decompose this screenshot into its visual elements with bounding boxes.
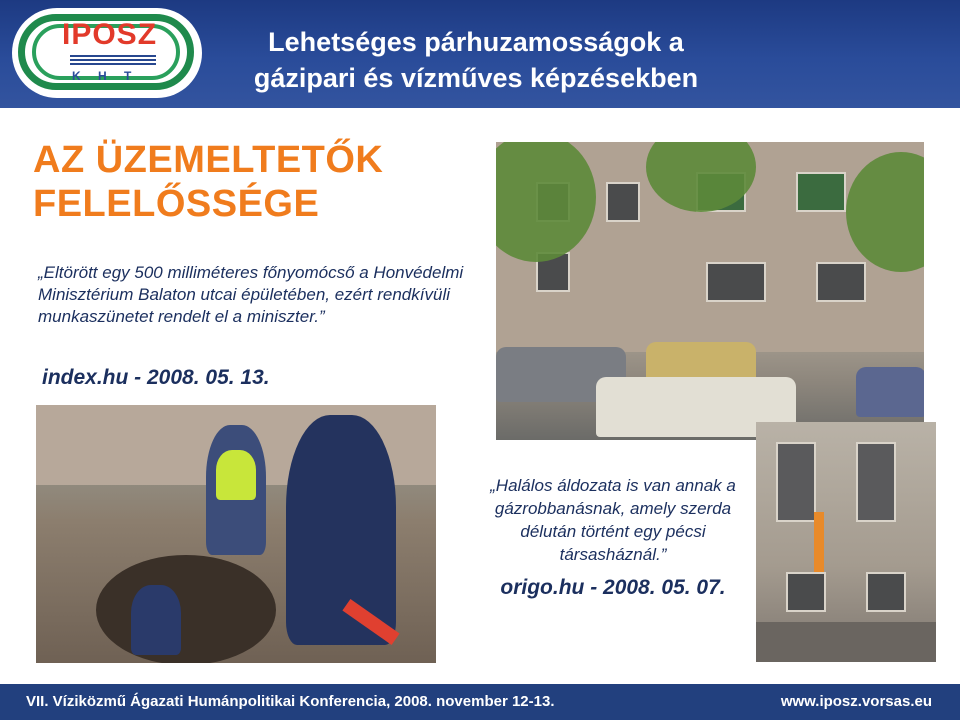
footer-conference: VII. Víziközmű Ágazati Humánpolitikai Konferencia, 2008. november 12-13. [26, 693, 555, 710]
title-line-2: gázipari és vízműves képzésekben [253, 63, 699, 93]
photo-rubble [756, 622, 936, 662]
photo-pipe-repair-workers [36, 405, 436, 663]
photo-curtain [814, 512, 824, 572]
heading-line-1: AZ ÜZEMELTETŐK [33, 139, 384, 181]
title-line-1: Lehetséges párhuzamosságok a [268, 27, 684, 57]
logo-subtitle-lines [70, 55, 156, 67]
news-quote-2: „Halálos áldozata is van annak a gázrobbanásnak, amely szerda délután történt egy pécsi társasháznál.” [490, 476, 736, 564]
news-source-2: origo.hu - 2008. 05. 07. [500, 576, 726, 599]
photo-window [816, 262, 866, 302]
footer-bar [0, 684, 960, 720]
photo-broken-window [856, 442, 896, 522]
photo-gas-explosion-building [496, 142, 924, 440]
photo-worker [286, 415, 396, 645]
slide-title [236, 24, 716, 96]
photo-car [646, 342, 756, 382]
heading-line-2: FELELŐSSÉGE [33, 183, 320, 225]
photo-window [786, 572, 826, 612]
iposz-logo[interactable] [12, 8, 202, 98]
footer-website-link[interactable]: www.iposz.vorsas.eu [780, 693, 932, 710]
photo-safety-vest [216, 450, 256, 500]
photo-worker-in-pit [131, 585, 181, 655]
photo-window [866, 572, 906, 612]
photo-excavation-pit [96, 555, 276, 663]
news-quote-1: „Eltörött egy 500 milliméteres főnyomócső a Honvédelmi Minisztérium Balaton utcai épületében, ezért rendkívüli munkaszünetet rendelt el a miniszter.” [38, 263, 464, 326]
logo-name: IPOSZ [62, 18, 158, 51]
news-source-1: index.hu - 2008. 05. 13. [42, 366, 270, 389]
header-bar [0, 0, 960, 108]
photo-broken-window [776, 442, 816, 522]
photo-balcony [796, 172, 846, 212]
photo-damaged-facade [756, 422, 936, 662]
photo-window [606, 182, 640, 222]
photo-window [706, 262, 766, 302]
logo-kht: K H T [72, 69, 139, 83]
photo-car [856, 367, 924, 417]
section-heading [33, 138, 383, 226]
